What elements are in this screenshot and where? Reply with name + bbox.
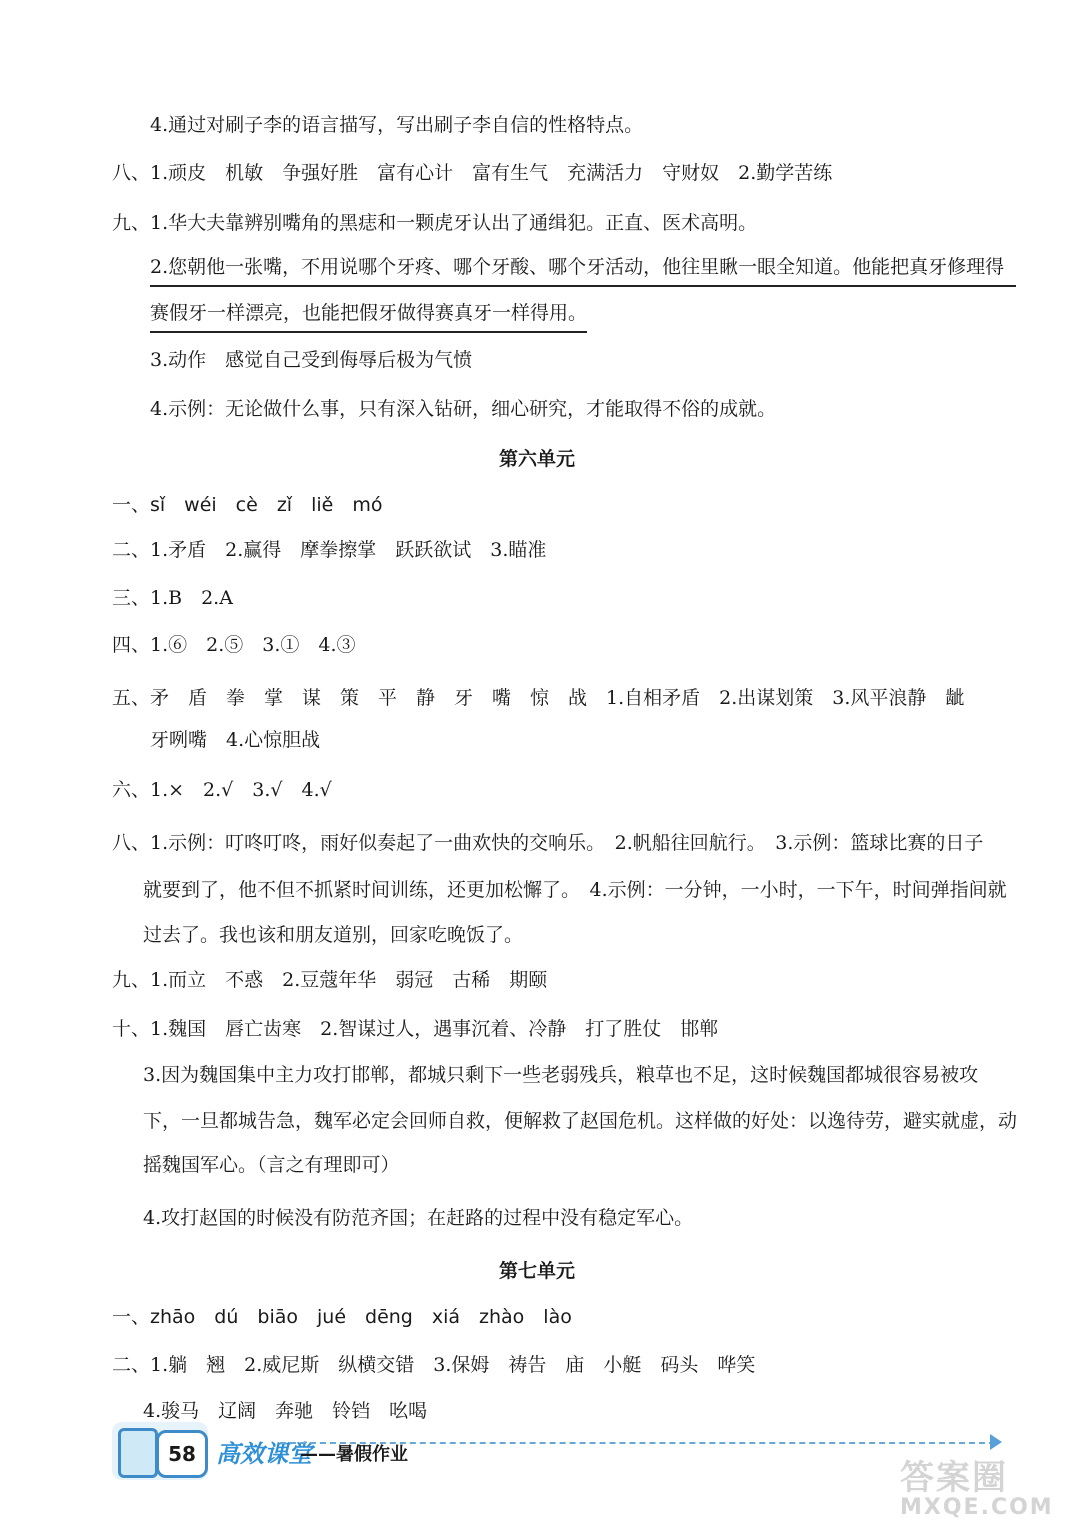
answer-line: 摇魏国军心。（言之有理即可） (143, 1154, 400, 1176)
answer-line: 一、zhāo dú biāo jué dēng xiá zhào lào (112, 1306, 572, 1328)
answer-line: 三、1.B 2.A (112, 587, 233, 609)
brand-logo-text: 高效课堂 (216, 1439, 312, 1468)
answer-line: 3.动作 感觉自己受到侮辱后极为气愤 (150, 349, 473, 371)
answer-line: 4.示例：无论做什么事，只有深入钻研，细心研究，才能取得不俗的成就。 (150, 398, 777, 420)
answer-line: 过去了。我也该和朋友道别，回家吃晚饭了。 (143, 924, 524, 946)
answer-line: 四、1.⑥ 2.⑤ 3.① 4.③ (112, 634, 356, 656)
answer-line: 二、1.矛盾 2.赢得 摩拳擦掌 跃跃欲试 3.瞄准 (112, 539, 547, 561)
answer-line: 六、1.× 2.√ 3.√ 4.√ (112, 779, 332, 801)
backpack-icon (118, 1428, 158, 1478)
answer-line: 就要到了，他不但不抓紧时间训练，还更加松懈了。 4.示例：一分钟，一小时，一下午，时间弹指间就 (143, 879, 1007, 901)
page-number: 58 (156, 1430, 208, 1478)
footer-dashed-divider (280, 1442, 995, 1444)
answer-line: 4.攻打赵国的时候没有防范齐国；在赶路的过程中没有稳定军心。 (143, 1207, 694, 1229)
watermark (900, 1450, 1070, 1530)
unit-six-heading: 第六单元 (498, 448, 575, 470)
answer-line: 九、1.华大夫靠辨别嘴角的黑痣和一颗虎牙认出了通缉犯。正直、医术高明。 (112, 212, 758, 234)
book-subtitle: ——暑假作业 (300, 1444, 408, 1465)
arrow-right-icon (990, 1434, 1002, 1450)
watermark-url: MXQE.COM (900, 1495, 1054, 1520)
answer-line: 二、1.躺 翘 2.威尼斯 纵横交错 3.保姆 祷告 庙 小艇 码头 哗笑 (112, 1354, 756, 1376)
answer-line-underlined: 赛假牙一样漂亮，也能把假牙做得赛真牙一样得用。 (150, 298, 587, 333)
answer-line: 五、矛 盾 拳 掌 谋 策 平 静 牙 嘴 惊 战 1.自相矛盾 2.出谋划策 3.风平浪静 龇 (112, 687, 965, 709)
answer-line: 4.骏马 辽阔 奔驰 铃铛 吆喝 (143, 1400, 428, 1422)
answer-line: 牙咧嘴 4.心惊胆战 (150, 729, 321, 751)
answer-line-underlined: 2.您朝他一张嘴，不用说哪个牙疼、哪个牙酸、哪个牙活动，他往里瞅一眼全知道。他能把真牙修理得 (150, 252, 1016, 287)
answer-line: 八、1.顽皮 机敏 争强好胜 富有心计 富有生气 充满活力 守财奴 2.勤学苦练 (112, 162, 833, 184)
unit-seven-heading: 第七单元 (498, 1260, 575, 1282)
answer-line: 下，一旦都城告急，魏军必定会回师自救，便解救了赵国危机。这样做的好处：以逸待劳，避实就虚，动 (143, 1110, 1018, 1132)
answer-line: 九、1.而立 不惑 2.豆蔻年华 弱冠 古稀 期颐 (112, 969, 548, 991)
answer-line: 一、sǐ wéi cè zǐ liě mó (112, 494, 383, 516)
answer-line: 4.通过对刷子李的语言描写，写出刷子李自信的性格特点。 (150, 114, 644, 136)
answer-line: 八、1.示例：叮咚叮咚，雨好似奏起了一曲欢快的交响乐。 2.帆船往回航行。 3.示例：篮球比赛的日子 (112, 832, 984, 854)
answer-line: 3.因为魏国集中主力攻打邯郸，都城只剩下一些老弱残兵，粮草也不足，这时候魏国都城很容易被攻 (143, 1064, 979, 1086)
answer-line: 十、1.魏国 唇亡齿寒 2.智谋过人，遇事沉着、冷静 打了胜仗 邯郸 (112, 1018, 719, 1040)
watermark-text: 答案圈 (900, 1458, 1008, 1498)
